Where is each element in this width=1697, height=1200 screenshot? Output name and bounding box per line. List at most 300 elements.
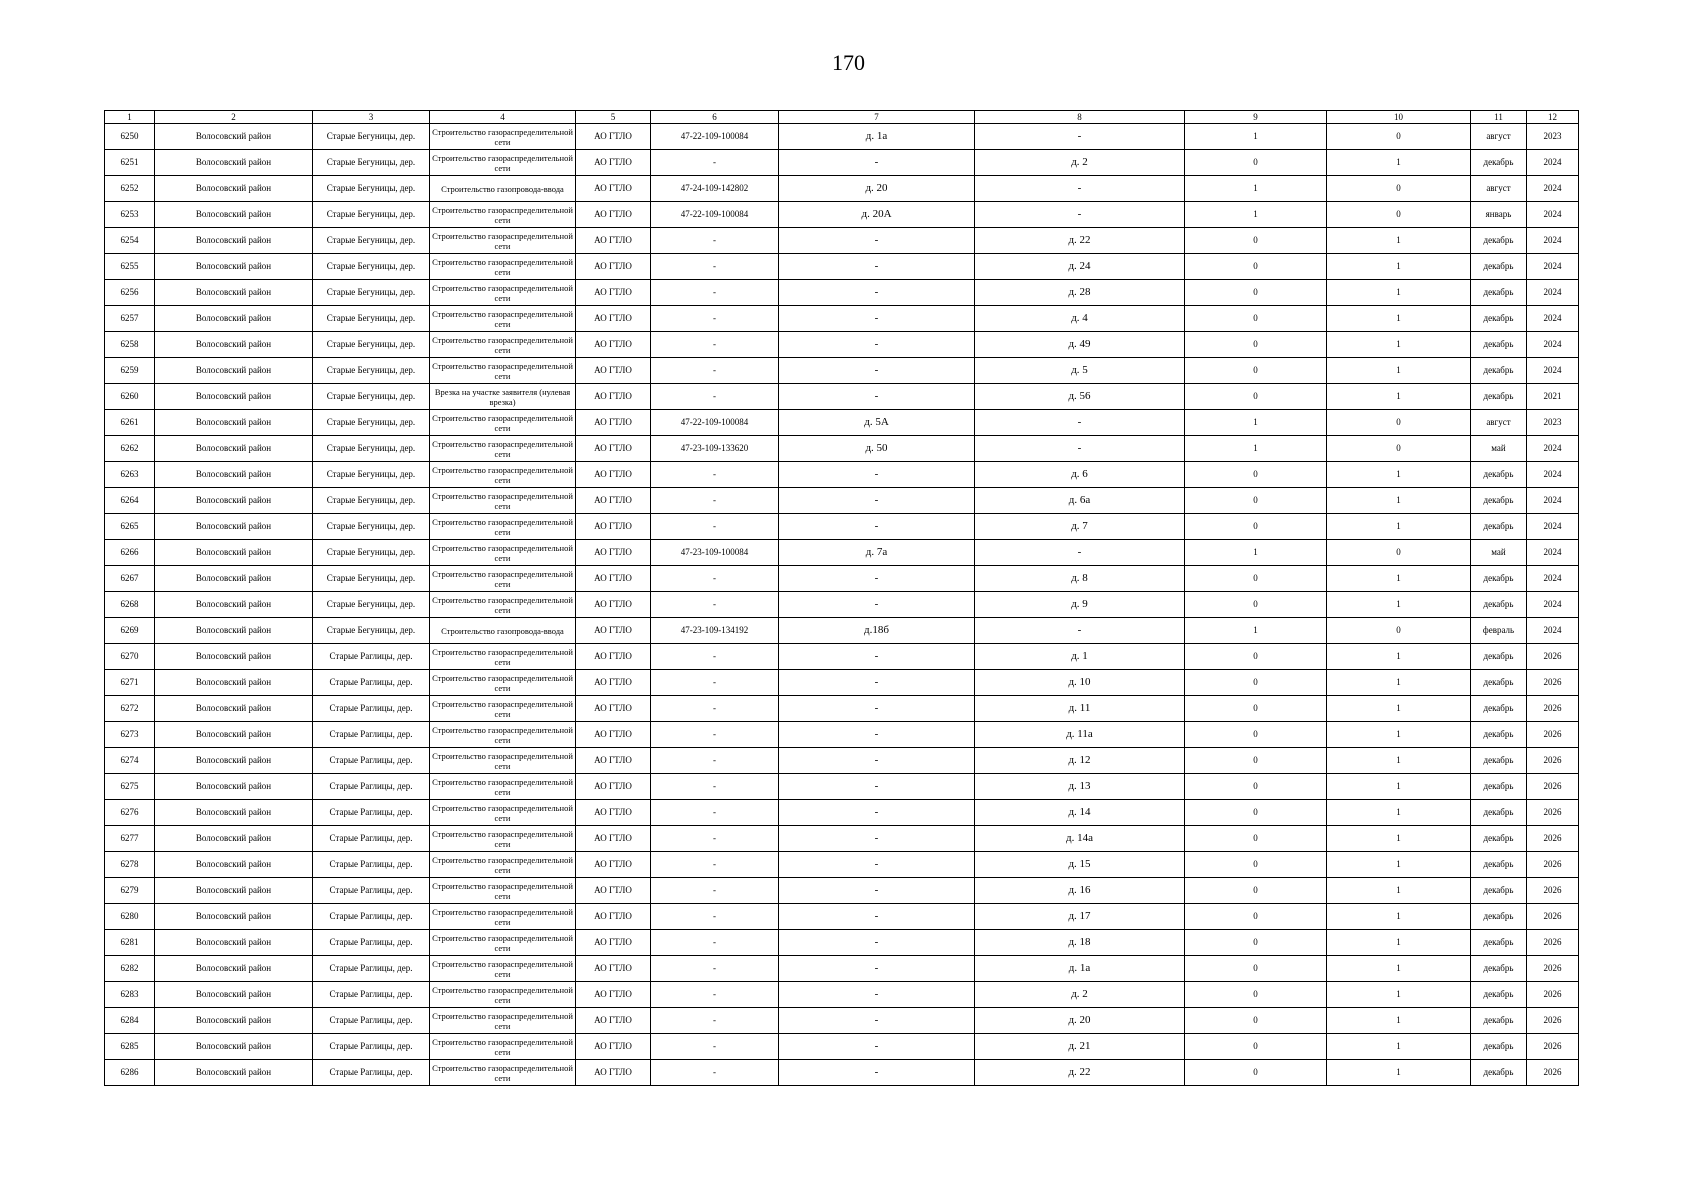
cell-count-connected: 1 bbox=[1185, 410, 1327, 436]
cell-year: 2026 bbox=[1527, 1060, 1579, 1086]
cell-address-planned: д. 56 bbox=[975, 384, 1185, 410]
cell-count-connected: 0 bbox=[1185, 358, 1327, 384]
cell-work-type: Строительство газораспределительной сети bbox=[430, 1060, 576, 1086]
table-row bbox=[105, 176, 1579, 202]
cell-cadastral-number: - bbox=[651, 1060, 779, 1086]
cell-year: 2024 bbox=[1527, 514, 1579, 540]
header-row bbox=[105, 111, 1579, 124]
cell-work-type: Строительство газораспределительной сети bbox=[430, 696, 576, 722]
cell-count-connected: 0 bbox=[1185, 670, 1327, 696]
cell-year: 2024 bbox=[1527, 436, 1579, 462]
cell-district: Волосовский район bbox=[155, 852, 313, 878]
cell-year: 2024 bbox=[1527, 176, 1579, 202]
cell-year: 2026 bbox=[1527, 722, 1579, 748]
cell-count-planned: 0 bbox=[1327, 540, 1471, 566]
cell-district: Волосовский район bbox=[155, 826, 313, 852]
table-row bbox=[105, 384, 1579, 410]
cell-cadastral-number: 47-23-109-134192 bbox=[651, 618, 779, 644]
cell-cadastral-number: - bbox=[651, 644, 779, 670]
cell-district: Волосовский район bbox=[155, 306, 313, 332]
cell-organization: АО ГТЛО bbox=[576, 306, 651, 332]
cell-work-type: Строительство газораспределительной сети bbox=[430, 332, 576, 358]
cell-count-connected: 1 bbox=[1185, 202, 1327, 228]
cell-work-type: Строительство газораспределительной сети bbox=[430, 748, 576, 774]
cell-count-planned: 1 bbox=[1327, 332, 1471, 358]
table-row bbox=[105, 436, 1579, 462]
cell-row-number: 6274 bbox=[105, 748, 155, 774]
cell-count-connected: 0 bbox=[1185, 306, 1327, 332]
cell-row-number: 6278 bbox=[105, 852, 155, 878]
cell-settlement: Старые Раглицы, дер. bbox=[313, 982, 430, 1008]
table-row bbox=[105, 592, 1579, 618]
cell-address-planned: д. 9 bbox=[975, 592, 1185, 618]
table-row bbox=[105, 514, 1579, 540]
cell-cadastral-number: - bbox=[651, 566, 779, 592]
cell-settlement: Старые Раглицы, дер. bbox=[313, 800, 430, 826]
cell-work-type: Строительство газораспределительной сети bbox=[430, 540, 576, 566]
cell-work-type: Строительство газораспределительной сети bbox=[430, 904, 576, 930]
cell-district: Волосовский район bbox=[155, 644, 313, 670]
cell-district: Волосовский район bbox=[155, 514, 313, 540]
cell-year: 2024 bbox=[1527, 566, 1579, 592]
table-row bbox=[105, 826, 1579, 852]
cell-cadastral-number: - bbox=[651, 1008, 779, 1034]
cell-count-connected: 0 bbox=[1185, 644, 1327, 670]
cell-address-planned: - bbox=[975, 436, 1185, 462]
cell-row-number: 6275 bbox=[105, 774, 155, 800]
cell-count-connected: 0 bbox=[1185, 696, 1327, 722]
cell-address-planned: д. 22 bbox=[975, 228, 1185, 254]
cell-organization: АО ГТЛО bbox=[576, 1008, 651, 1034]
cell-count-connected: 0 bbox=[1185, 384, 1327, 410]
cell-address-planned: д. 18 bbox=[975, 930, 1185, 956]
cell-month: август bbox=[1471, 124, 1527, 150]
cell-count-planned: 1 bbox=[1327, 1034, 1471, 1060]
cell-count-planned: 1 bbox=[1327, 306, 1471, 332]
cell-district: Волосовский район bbox=[155, 696, 313, 722]
cell-year: 2026 bbox=[1527, 852, 1579, 878]
cell-row-number: 6259 bbox=[105, 358, 155, 384]
cell-row-number: 6260 bbox=[105, 384, 155, 410]
cell-organization: АО ГТЛО bbox=[576, 488, 651, 514]
cell-month: декабрь bbox=[1471, 514, 1527, 540]
cell-cadastral-number: - bbox=[651, 306, 779, 332]
cell-count-connected: 0 bbox=[1185, 852, 1327, 878]
cell-address-planned: д. 49 bbox=[975, 332, 1185, 358]
cell-address-planned: д. 5 bbox=[975, 358, 1185, 384]
cell-count-connected: 0 bbox=[1185, 774, 1327, 800]
cell-row-number: 6255 bbox=[105, 254, 155, 280]
cell-year: 2026 bbox=[1527, 644, 1579, 670]
table-row bbox=[105, 1060, 1579, 1086]
cell-organization: АО ГТЛО bbox=[576, 878, 651, 904]
table-row bbox=[105, 956, 1579, 982]
cell-cadastral-number: - bbox=[651, 332, 779, 358]
cell-row-number: 6265 bbox=[105, 514, 155, 540]
cell-month: декабрь bbox=[1471, 644, 1527, 670]
cell-month: декабрь bbox=[1471, 670, 1527, 696]
cell-count-connected: 0 bbox=[1185, 592, 1327, 618]
table-row bbox=[105, 644, 1579, 670]
cell-settlement: Старые Раглицы, дер. bbox=[313, 722, 430, 748]
cell-organization: АО ГТЛО bbox=[576, 358, 651, 384]
cell-address-connected: - bbox=[779, 462, 975, 488]
table-row bbox=[105, 1034, 1579, 1060]
cell-settlement: Старые Бегуницы, дер. bbox=[313, 176, 430, 202]
cell-year: 2024 bbox=[1527, 202, 1579, 228]
cell-cadastral-number: - bbox=[651, 592, 779, 618]
cell-year: 2026 bbox=[1527, 774, 1579, 800]
cell-work-type: Строительство газораспределительной сети bbox=[430, 982, 576, 1008]
cell-address-connected: - bbox=[779, 644, 975, 670]
cell-address-connected: д. 5А bbox=[779, 410, 975, 436]
cell-address-connected: - bbox=[779, 774, 975, 800]
cell-district: Волосовский район bbox=[155, 124, 313, 150]
cell-settlement: Старые Бегуницы, дер. bbox=[313, 436, 430, 462]
cell-year: 2024 bbox=[1527, 228, 1579, 254]
cell-year: 2024 bbox=[1527, 540, 1579, 566]
cell-settlement: Старые Раглицы, дер. bbox=[313, 696, 430, 722]
cell-settlement: Старые Бегуницы, дер. bbox=[313, 332, 430, 358]
table-row bbox=[105, 878, 1579, 904]
column-header-9: 9 bbox=[1185, 111, 1327, 124]
cell-district: Волосовский район bbox=[155, 384, 313, 410]
cell-count-planned: 1 bbox=[1327, 150, 1471, 176]
cell-work-type: Строительство газораспределительной сети bbox=[430, 1034, 576, 1060]
cell-district: Волосовский район bbox=[155, 618, 313, 644]
cell-count-connected: 0 bbox=[1185, 800, 1327, 826]
cell-organization: АО ГТЛО bbox=[576, 436, 651, 462]
cell-settlement: Старые Бегуницы, дер. bbox=[313, 488, 430, 514]
cell-cadastral-number: - bbox=[651, 852, 779, 878]
cell-cadastral-number: - bbox=[651, 956, 779, 982]
cell-district: Волосовский район bbox=[155, 332, 313, 358]
cell-district: Волосовский район bbox=[155, 540, 313, 566]
cell-organization: АО ГТЛО bbox=[576, 748, 651, 774]
cell-settlement: Старые Раглицы, дер. bbox=[313, 1060, 430, 1086]
cell-count-planned: 0 bbox=[1327, 202, 1471, 228]
cell-count-connected: 0 bbox=[1185, 930, 1327, 956]
cell-address-connected: - bbox=[779, 592, 975, 618]
cell-district: Волосовский район bbox=[155, 800, 313, 826]
cell-address-connected: - bbox=[779, 228, 975, 254]
cell-address-connected: - bbox=[779, 306, 975, 332]
cell-address-connected: - bbox=[779, 566, 975, 592]
cell-month: декабрь bbox=[1471, 852, 1527, 878]
cell-row-number: 6270 bbox=[105, 644, 155, 670]
cell-address-connected: - bbox=[779, 696, 975, 722]
cell-count-planned: 1 bbox=[1327, 566, 1471, 592]
cell-district: Волосовский район bbox=[155, 592, 313, 618]
cell-settlement: Старые Раглицы, дер. bbox=[313, 852, 430, 878]
cell-month: декабрь bbox=[1471, 280, 1527, 306]
cell-month: декабрь bbox=[1471, 332, 1527, 358]
cell-address-planned: д. 8 bbox=[975, 566, 1185, 592]
cell-work-type: Строительство газораспределительной сети bbox=[430, 774, 576, 800]
cell-month: январь bbox=[1471, 202, 1527, 228]
cell-month: декабрь bbox=[1471, 774, 1527, 800]
cell-row-number: 6263 bbox=[105, 462, 155, 488]
cell-count-connected: 0 bbox=[1185, 904, 1327, 930]
cell-row-number: 6284 bbox=[105, 1008, 155, 1034]
cell-address-connected: - bbox=[779, 332, 975, 358]
cell-count-planned: 1 bbox=[1327, 254, 1471, 280]
cell-cadastral-number: - bbox=[651, 878, 779, 904]
cell-organization: АО ГТЛО bbox=[576, 540, 651, 566]
cell-work-type: Строительство газораспределительной сети bbox=[430, 254, 576, 280]
cell-cadastral-number: 47-22-109-100084 bbox=[651, 202, 779, 228]
cell-work-type: Строительство газораспределительной сети bbox=[430, 852, 576, 878]
cell-district: Волосовский район bbox=[155, 176, 313, 202]
cell-month: август bbox=[1471, 176, 1527, 202]
cell-address-planned: д. 15 bbox=[975, 852, 1185, 878]
cell-count-connected: 0 bbox=[1185, 150, 1327, 176]
cell-row-number: 6279 bbox=[105, 878, 155, 904]
cell-year: 2024 bbox=[1527, 306, 1579, 332]
cell-settlement: Старые Раглицы, дер. bbox=[313, 1034, 430, 1060]
cell-year: 2024 bbox=[1527, 254, 1579, 280]
cell-settlement: Старые Раглицы, дер. bbox=[313, 670, 430, 696]
cell-count-planned: 1 bbox=[1327, 514, 1471, 540]
cell-month: декабрь bbox=[1471, 930, 1527, 956]
cell-row-number: 6250 bbox=[105, 124, 155, 150]
cell-settlement: Старые Бегуницы, дер. bbox=[313, 306, 430, 332]
cell-count-connected: 0 bbox=[1185, 488, 1327, 514]
cell-address-planned: д. 21 bbox=[975, 1034, 1185, 1060]
cell-work-type: Строительство газораспределительной сети bbox=[430, 150, 576, 176]
cell-district: Волосовский район bbox=[155, 670, 313, 696]
column-header-10: 10 bbox=[1327, 111, 1471, 124]
cell-month: май bbox=[1471, 540, 1527, 566]
cell-settlement: Старые Раглицы, дер. bbox=[313, 930, 430, 956]
cell-work-type: Строительство газораспределительной сети bbox=[430, 462, 576, 488]
cell-address-planned: д. 24 bbox=[975, 254, 1185, 280]
cell-district: Волосовский район bbox=[155, 228, 313, 254]
cell-organization: АО ГТЛО bbox=[576, 280, 651, 306]
table-row bbox=[105, 488, 1579, 514]
cell-count-connected: 0 bbox=[1185, 982, 1327, 1008]
cell-address-planned: д. 1а bbox=[975, 956, 1185, 982]
cell-row-number: 6254 bbox=[105, 228, 155, 254]
cell-cadastral-number: - bbox=[651, 150, 779, 176]
page-number: 170 bbox=[832, 50, 865, 75]
cell-settlement: Старые Бегуницы, дер. bbox=[313, 280, 430, 306]
cell-count-planned: 1 bbox=[1327, 644, 1471, 670]
cell-count-connected: 0 bbox=[1185, 956, 1327, 982]
cell-district: Волосовский район bbox=[155, 774, 313, 800]
cell-work-type: Строительство газораспределительной сети bbox=[430, 670, 576, 696]
cell-row-number: 6269 bbox=[105, 618, 155, 644]
cell-organization: АО ГТЛО bbox=[576, 150, 651, 176]
cell-month: декабрь bbox=[1471, 592, 1527, 618]
cell-count-connected: 0 bbox=[1185, 228, 1327, 254]
cell-work-type: Строительство газораспределительной сети bbox=[430, 930, 576, 956]
cell-organization: АО ГТЛО bbox=[576, 644, 651, 670]
cell-row-number: 6273 bbox=[105, 722, 155, 748]
cell-address-connected: - bbox=[779, 956, 975, 982]
cell-work-type: Строительство газораспределительной сети bbox=[430, 878, 576, 904]
cell-count-planned: 1 bbox=[1327, 488, 1471, 514]
cell-count-planned: 1 bbox=[1327, 670, 1471, 696]
cell-settlement: Старые Бегуницы, дер. bbox=[313, 384, 430, 410]
cell-work-type: Строительство газораспределительной сети bbox=[430, 358, 576, 384]
cell-work-type: Строительство газопровода-ввода bbox=[430, 618, 576, 644]
cell-count-planned: 1 bbox=[1327, 696, 1471, 722]
cell-row-number: 6281 bbox=[105, 930, 155, 956]
cell-address-planned: д. 28 bbox=[975, 280, 1185, 306]
cell-year: 2024 bbox=[1527, 462, 1579, 488]
cell-settlement: Старые Бегуницы, дер. bbox=[313, 592, 430, 618]
cell-organization: АО ГТЛО bbox=[576, 202, 651, 228]
cell-count-planned: 1 bbox=[1327, 982, 1471, 1008]
cell-year: 2026 bbox=[1527, 904, 1579, 930]
cell-year: 2024 bbox=[1527, 358, 1579, 384]
cell-address-planned: д. 2 bbox=[975, 150, 1185, 176]
cell-month: декабрь bbox=[1471, 150, 1527, 176]
cell-year: 2026 bbox=[1527, 956, 1579, 982]
cell-month: декабрь bbox=[1471, 1034, 1527, 1060]
cell-district: Волосовский район bbox=[155, 488, 313, 514]
cell-address-planned: д. 7 bbox=[975, 514, 1185, 540]
table-row bbox=[105, 540, 1579, 566]
cell-year: 2026 bbox=[1527, 1008, 1579, 1034]
table-row bbox=[105, 254, 1579, 280]
cell-address-connected: - bbox=[779, 904, 975, 930]
cell-count-planned: 0 bbox=[1327, 618, 1471, 644]
cell-cadastral-number: 47-23-109-133620 bbox=[651, 436, 779, 462]
cell-row-number: 6286 bbox=[105, 1060, 155, 1086]
column-header-6: 6 bbox=[651, 111, 779, 124]
cell-count-planned: 1 bbox=[1327, 826, 1471, 852]
cell-work-type: Строительство газораспределительной сети bbox=[430, 800, 576, 826]
cell-address-planned: д. 6 bbox=[975, 462, 1185, 488]
cell-address-connected: - bbox=[779, 982, 975, 1008]
cell-cadastral-number: - bbox=[651, 1034, 779, 1060]
cell-work-type: Строительство газораспределительной сети bbox=[430, 644, 576, 670]
cell-count-planned: 1 bbox=[1327, 904, 1471, 930]
cell-count-planned: 1 bbox=[1327, 722, 1471, 748]
cell-count-planned: 1 bbox=[1327, 462, 1471, 488]
cell-address-connected: - bbox=[779, 930, 975, 956]
cell-work-type: Строительство газораспределительной сети bbox=[430, 566, 576, 592]
table-row bbox=[105, 1008, 1579, 1034]
cell-district: Волосовский район bbox=[155, 358, 313, 384]
table-row bbox=[105, 202, 1579, 228]
cell-row-number: 6252 bbox=[105, 176, 155, 202]
cell-row-number: 6266 bbox=[105, 540, 155, 566]
cell-cadastral-number: - bbox=[651, 696, 779, 722]
cell-settlement: Старые Бегуницы, дер. bbox=[313, 618, 430, 644]
cell-settlement: Старые Бегуницы, дер. bbox=[313, 514, 430, 540]
cell-work-type: Строительство газораспределительной сети bbox=[430, 826, 576, 852]
cell-row-number: 6282 bbox=[105, 956, 155, 982]
cell-district: Волосовский район bbox=[155, 930, 313, 956]
cell-district: Волосовский район bbox=[155, 280, 313, 306]
cell-organization: АО ГТЛО bbox=[576, 956, 651, 982]
cell-district: Волосовский район bbox=[155, 436, 313, 462]
cell-settlement: Старые Бегуницы, дер. bbox=[313, 124, 430, 150]
cell-cadastral-number: - bbox=[651, 826, 779, 852]
cell-work-type: Строительство газораспределительной сети bbox=[430, 124, 576, 150]
cell-settlement: Старые Раглицы, дер. bbox=[313, 748, 430, 774]
cell-address-connected: - bbox=[779, 150, 975, 176]
table-row bbox=[105, 618, 1579, 644]
cell-address-connected: д. 7а bbox=[779, 540, 975, 566]
table-row bbox=[105, 774, 1579, 800]
cell-count-connected: 0 bbox=[1185, 1008, 1327, 1034]
cell-address-connected: - bbox=[779, 1034, 975, 1060]
cell-address-connected: - bbox=[779, 722, 975, 748]
column-header-4: 4 bbox=[430, 111, 576, 124]
cell-district: Волосовский район bbox=[155, 878, 313, 904]
cell-district: Волосовский район bbox=[155, 150, 313, 176]
cell-month: декабрь bbox=[1471, 748, 1527, 774]
cell-row-number: 6277 bbox=[105, 826, 155, 852]
cell-work-type: Строительство газораспределительной сети bbox=[430, 722, 576, 748]
cell-cadastral-number: - bbox=[651, 670, 779, 696]
cell-address-planned: д. 6а bbox=[975, 488, 1185, 514]
cell-organization: АО ГТЛО bbox=[576, 124, 651, 150]
cell-organization: АО ГТЛО bbox=[576, 566, 651, 592]
cell-address-connected: - bbox=[779, 488, 975, 514]
cell-settlement: Старые Бегуницы, дер. bbox=[313, 254, 430, 280]
cell-address-connected: - bbox=[779, 358, 975, 384]
cell-count-planned: 1 bbox=[1327, 280, 1471, 306]
cell-row-number: 6285 bbox=[105, 1034, 155, 1060]
cell-cadastral-number: - bbox=[651, 384, 779, 410]
cell-month: декабрь bbox=[1471, 306, 1527, 332]
cell-district: Волосовский район bbox=[155, 410, 313, 436]
table-row bbox=[105, 748, 1579, 774]
cell-year: 2026 bbox=[1527, 982, 1579, 1008]
cell-count-planned: 1 bbox=[1327, 748, 1471, 774]
cell-organization: АО ГТЛО bbox=[576, 670, 651, 696]
cell-year: 2026 bbox=[1527, 878, 1579, 904]
cell-year: 2026 bbox=[1527, 696, 1579, 722]
cell-month: август bbox=[1471, 410, 1527, 436]
cell-organization: АО ГТЛО bbox=[576, 254, 651, 280]
cell-organization: АО ГТЛО bbox=[576, 384, 651, 410]
cell-address-planned: - bbox=[975, 540, 1185, 566]
cell-address-connected: - bbox=[779, 254, 975, 280]
cell-year: 2024 bbox=[1527, 592, 1579, 618]
cell-month: декабрь bbox=[1471, 878, 1527, 904]
cell-address-planned: д. 13 bbox=[975, 774, 1185, 800]
table-row bbox=[105, 904, 1579, 930]
cell-cadastral-number: - bbox=[651, 774, 779, 800]
cell-organization: АО ГТЛО bbox=[576, 332, 651, 358]
cell-organization: АО ГТЛО bbox=[576, 852, 651, 878]
cell-cadastral-number: - bbox=[651, 488, 779, 514]
cell-work-type: Строительство газораспределительной сети bbox=[430, 956, 576, 982]
cell-year: 2024 bbox=[1527, 150, 1579, 176]
cell-count-connected: 0 bbox=[1185, 1060, 1327, 1086]
cell-district: Волосовский район bbox=[155, 1034, 313, 1060]
table-row bbox=[105, 852, 1579, 878]
cell-cadastral-number: - bbox=[651, 930, 779, 956]
cell-organization: АО ГТЛО bbox=[576, 228, 651, 254]
cell-year: 2026 bbox=[1527, 670, 1579, 696]
cell-count-planned: 1 bbox=[1327, 1008, 1471, 1034]
cell-row-number: 6258 bbox=[105, 332, 155, 358]
cell-work-type: Строительство газораспределительной сети bbox=[430, 514, 576, 540]
cell-address-connected: д. 20А bbox=[779, 202, 975, 228]
cell-count-planned: 1 bbox=[1327, 852, 1471, 878]
cell-count-connected: 0 bbox=[1185, 566, 1327, 592]
cell-address-connected: д. 1а bbox=[779, 124, 975, 150]
cell-year: 2026 bbox=[1527, 800, 1579, 826]
cell-count-planned: 1 bbox=[1327, 384, 1471, 410]
